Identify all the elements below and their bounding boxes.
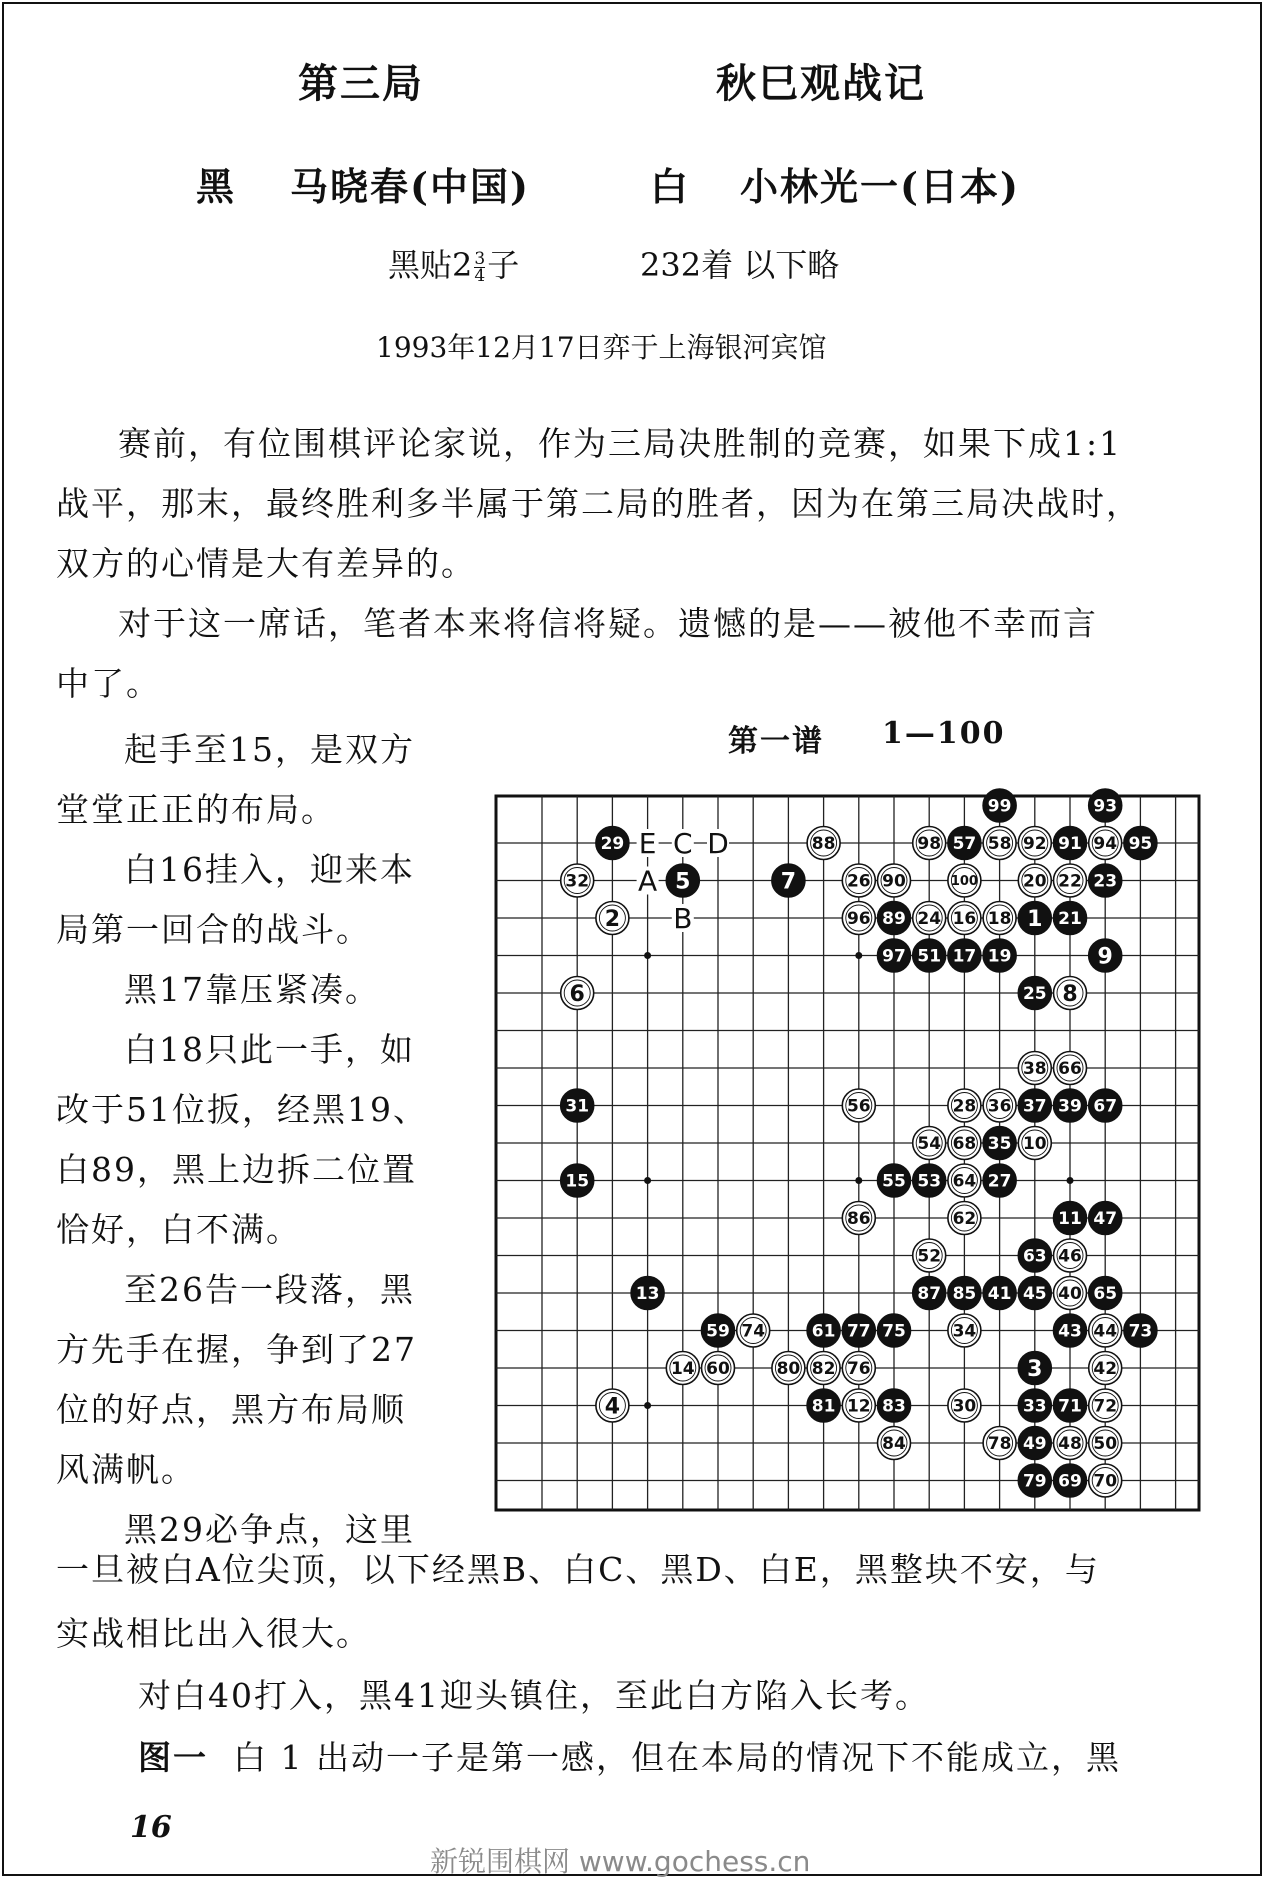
move-number: 56 [846, 1096, 871, 1117]
watermark: 新锐围棋网 www.gochess.cn [430, 1845, 811, 1878]
black-player: 马晓春(中国) [290, 164, 530, 209]
side-commentary-line: 至26告一段落，黑 [124, 1270, 415, 1309]
white-stone [913, 827, 946, 860]
white-stone [1054, 864, 1087, 897]
black-stone [878, 1314, 911, 1347]
black-stone [1054, 1089, 1087, 1122]
white-stone [1018, 864, 1051, 897]
move-number: 36 [987, 1096, 1012, 1117]
white-stone [1089, 1314, 1122, 1347]
page-number: 16 [130, 1810, 172, 1845]
black-stone [1089, 789, 1122, 822]
black-stone [702, 1314, 735, 1347]
move-number: 91 [1058, 834, 1082, 855]
move-number: 65 [1093, 1284, 1118, 1305]
figure-reference-label: 图一 [138, 1738, 208, 1777]
white-stone [1054, 1239, 1087, 1272]
black-stone [1089, 1277, 1122, 1310]
white-stone [807, 827, 840, 860]
move-number: 71 [1058, 1396, 1082, 1417]
move-number: 58 [987, 834, 1012, 855]
black-stone [1018, 977, 1051, 1010]
move-number: 7 [780, 869, 797, 895]
article-title: 秋巳观战记 [716, 60, 926, 107]
white-stone [842, 1352, 875, 1385]
move-number: 93 [1093, 796, 1118, 817]
figure-range: 1—100 [882, 716, 1006, 751]
move-number: 72 [1093, 1396, 1118, 1417]
move-number: 31 [565, 1096, 590, 1117]
black-stone [878, 1164, 911, 1197]
board-letter: D [707, 827, 729, 860]
white-stone [807, 1352, 840, 1385]
move-number: 50 [1093, 1434, 1118, 1455]
move-number: 84 [882, 1434, 906, 1455]
move-number: 79 [1022, 1471, 1047, 1492]
move-number: 49 [1022, 1434, 1047, 1455]
black-stone [842, 1314, 875, 1347]
black-stone [948, 827, 981, 860]
move-number: 9 [1097, 944, 1113, 970]
white-stone [842, 1089, 875, 1122]
move-number: 26 [846, 871, 871, 892]
figure-title: 第一谱 [728, 724, 824, 759]
board-letter: B [673, 902, 693, 935]
star-point [644, 952, 651, 959]
move-number: 99 [987, 796, 1012, 817]
side-commentary-line: 起手至15，是双方 [124, 730, 415, 769]
white-stone [1089, 1464, 1122, 1497]
move-number: 83 [882, 1396, 906, 1417]
white-stone [737, 1314, 770, 1347]
move-count: 232着 以下略 [640, 246, 840, 284]
move-number: 24 [917, 909, 942, 930]
side-commentary-line: 局第一回合的战斗。 [56, 910, 371, 949]
move-number: 89 [882, 909, 906, 930]
black-stone [1054, 1202, 1087, 1235]
white-stone [878, 1427, 911, 1460]
white-stone [913, 1239, 946, 1272]
white-stone [913, 902, 946, 935]
move-number: 38 [1022, 1059, 1047, 1080]
black-stone [1124, 827, 1157, 860]
move-number: 59 [706, 1321, 730, 1342]
board-letter: C [673, 827, 693, 860]
move-number: 64 [952, 1171, 977, 1192]
move-number: 12 [846, 1396, 871, 1417]
board-letter: A [638, 864, 658, 898]
move-number: 4 [604, 1394, 621, 1420]
move-number: 21 [1058, 909, 1082, 930]
move-number: 48 [1058, 1434, 1082, 1455]
move-number: 11 [1058, 1209, 1082, 1230]
black-stone [1018, 1352, 1051, 1385]
white-stone [842, 1389, 875, 1422]
move-number: 97 [882, 946, 906, 967]
star-point [644, 1402, 651, 1409]
black-stone [1054, 1314, 1087, 1347]
white-stone [1089, 1427, 1122, 1460]
paragraph-1-line-3: 双方的心情是大有差异的。 [56, 544, 476, 583]
black-stone [1018, 1464, 1051, 1497]
move-number: 29 [600, 834, 625, 855]
black-stone [948, 939, 981, 972]
move-number: 16 [952, 909, 977, 930]
white-stone [948, 1164, 981, 1197]
move-number: 28 [952, 1096, 977, 1117]
komi-fraction-denominator: 4 [474, 266, 486, 286]
white-stone [948, 1202, 981, 1235]
paragraph-4-line-1: 对白40打入，黑41迎头镇住，至此白方陷入长考。 [138, 1676, 930, 1715]
move-number: 60 [706, 1359, 730, 1380]
white-label: 白 [650, 164, 691, 209]
move-number: 81 [811, 1396, 836, 1417]
move-number: 35 [987, 1134, 1012, 1155]
side-commentary-line: 黑17靠压紧凑。 [124, 970, 380, 1009]
white-stone [1054, 977, 1087, 1010]
white-stone [948, 1089, 981, 1122]
white-stone [702, 1352, 735, 1385]
white-stone [948, 864, 981, 897]
move-number: 2 [604, 906, 621, 932]
komi-unit: 子 [487, 246, 520, 284]
move-number: 39 [1058, 1096, 1082, 1117]
move-number: 47 [1093, 1209, 1118, 1230]
move-number: 18 [987, 909, 1012, 930]
black-stone [772, 864, 805, 897]
side-commentary-line: 恰好，白不满。 [56, 1210, 301, 1249]
move-number: 22 [1058, 871, 1082, 892]
side-commentary-line: 方先手在握，争到了27 [56, 1330, 417, 1369]
move-number: 40 [1058, 1284, 1082, 1305]
black-stone [913, 1164, 946, 1197]
white-stone [596, 902, 629, 935]
move-number: 68 [952, 1134, 977, 1155]
move-number: 45 [1022, 1284, 1047, 1305]
move-number: 8 [1062, 981, 1078, 1007]
black-stone [1089, 864, 1122, 897]
move-number: 82 [811, 1359, 836, 1380]
paragraph-3-line-2: 实战相比出入很大。 [56, 1614, 371, 1653]
black-stone [631, 1277, 664, 1310]
white-stone [561, 864, 594, 897]
go-board-diagram [480, 770, 1240, 1530]
side-commentary-line: 白89，黑上边拆二位置 [56, 1150, 417, 1189]
move-number: 61 [811, 1321, 836, 1342]
paragraph-1-line-1: 赛前，有位围棋评论家说，作为三局决胜制的竞赛，如果下成1:1 [118, 424, 1123, 463]
move-number: 53 [917, 1171, 942, 1192]
move-number: 75 [882, 1321, 906, 1342]
move-number: 63 [1022, 1246, 1047, 1267]
move-number: 52 [917, 1246, 942, 1267]
black-stone [807, 1389, 840, 1422]
white-stone [842, 902, 875, 935]
move-number: 43 [1058, 1321, 1082, 1342]
move-number: 17 [952, 946, 977, 967]
move-number: 19 [987, 946, 1012, 967]
star-point [644, 1177, 651, 1184]
black-stone [948, 1277, 981, 1310]
black-stone [913, 939, 946, 972]
white-stone [1054, 1277, 1087, 1310]
move-number: 27 [987, 1171, 1012, 1192]
game-date: 1993年12月17日弈于上海银河宾馆 [376, 331, 827, 364]
white-stone [913, 1127, 946, 1160]
paragraph-2-line-2: 中了。 [56, 664, 161, 703]
move-number: 1 [1027, 906, 1043, 932]
move-number: 46 [1058, 1246, 1082, 1267]
star-point [1067, 1177, 1074, 1184]
move-number: 23 [1093, 871, 1118, 892]
white-stone [878, 864, 911, 897]
white-player: 小林光一(日本) [740, 164, 1020, 209]
black-stone [1018, 902, 1051, 935]
black-stone [1018, 1389, 1051, 1422]
move-number: 77 [846, 1321, 871, 1342]
white-stone [1089, 1389, 1122, 1422]
black-stone [1124, 1314, 1157, 1347]
black-stone [1054, 902, 1087, 935]
move-number: 41 [987, 1284, 1012, 1305]
black-stone [1089, 1089, 1122, 1122]
move-number: 62 [952, 1209, 977, 1230]
move-number: 67 [1093, 1096, 1118, 1117]
white-stone [772, 1352, 805, 1385]
move-number: 74 [741, 1321, 766, 1342]
move-number: 85 [952, 1284, 977, 1305]
move-number: 25 [1022, 984, 1047, 1005]
black-stone [878, 1389, 911, 1422]
paragraph-3-line-1: 一旦被白A位尖顶，以下经黑B、白C、黑D、白E，黑整块不安，与 [56, 1550, 1100, 1589]
black-stone [561, 1164, 594, 1197]
move-number: 15 [565, 1171, 590, 1192]
move-number: 70 [1093, 1471, 1118, 1492]
white-stone [561, 977, 594, 1010]
move-number: 73 [1128, 1321, 1153, 1342]
black-stone [666, 864, 699, 897]
move-number: 10 [1022, 1134, 1047, 1155]
paragraph-2-line-1: 对于这一席话，笔者本来将信将疑。遗憾的是——被他不幸而言 [118, 604, 1098, 643]
move-number: 69 [1058, 1471, 1082, 1492]
komi-fraction [474, 251, 485, 284]
move-number: 66 [1058, 1059, 1082, 1080]
move-number: 98 [917, 834, 942, 855]
move-number: 20 [1022, 871, 1047, 892]
black-stone [596, 827, 629, 860]
move-number: 94 [1093, 834, 1118, 855]
move-number: 54 [917, 1134, 942, 1155]
white-stone [1054, 1427, 1087, 1460]
move-number: 86 [846, 1209, 871, 1230]
komi-fraction-numerator: 3 [474, 249, 486, 269]
move-number: 90 [882, 871, 906, 892]
black-stone [807, 1314, 840, 1347]
side-commentary-line: 白16挂入，迎来本 [124, 850, 415, 889]
star-point [855, 1177, 862, 1184]
white-stone [983, 1089, 1016, 1122]
side-commentary-line: 白18只此一手，如 [124, 1030, 415, 1069]
black-stone [1054, 1389, 1087, 1422]
board-letter: E [638, 827, 657, 860]
white-stone [948, 1389, 981, 1422]
black-stone [1018, 1277, 1051, 1310]
side-commentary-line: 风满帆。 [56, 1450, 196, 1489]
black-stone [913, 1277, 946, 1310]
star-point [855, 952, 862, 959]
white-stone [983, 1427, 1016, 1460]
white-stone [983, 902, 1016, 935]
move-number: 14 [670, 1359, 695, 1380]
move-number: 76 [846, 1359, 871, 1380]
komi-text: 黑贴2 [388, 246, 473, 284]
white-stone [948, 902, 981, 935]
move-number: 13 [635, 1284, 660, 1305]
move-number: 32 [565, 871, 590, 892]
black-stone [1054, 1464, 1087, 1497]
white-stone [1089, 1352, 1122, 1385]
black-stone [983, 1277, 1016, 1310]
black-stone [561, 1089, 594, 1122]
move-number: 55 [882, 1171, 906, 1192]
move-number: 57 [952, 834, 977, 855]
black-stone [983, 939, 1016, 972]
side-commentary-line: 改于51位扳，经黑19、 [56, 1090, 428, 1129]
move-number: 5 [675, 869, 691, 895]
black-stone [983, 1164, 1016, 1197]
white-stone [1089, 827, 1122, 860]
move-number: 80 [776, 1359, 801, 1380]
white-stone [1018, 1127, 1051, 1160]
move-number: 3 [1027, 1356, 1043, 1382]
black-stone [1018, 1239, 1051, 1272]
black-stone [878, 939, 911, 972]
move-number: 96 [846, 909, 871, 930]
move-number: 30 [952, 1396, 977, 1417]
move-number: 88 [811, 834, 836, 855]
move-number: 44 [1093, 1321, 1118, 1342]
komi-info [388, 240, 519, 286]
move-number: 34 [952, 1321, 977, 1342]
move-number: 33 [1022, 1396, 1047, 1417]
black-stone [1018, 1427, 1051, 1460]
move-number: 95 [1128, 834, 1153, 855]
black-stone [878, 902, 911, 935]
white-stone [666, 1352, 699, 1385]
white-stone [983, 827, 1016, 860]
white-stone [596, 1389, 629, 1422]
white-stone [1018, 827, 1051, 860]
move-number: 78 [987, 1434, 1012, 1455]
white-stone [1054, 1052, 1087, 1085]
move-number: 37 [1022, 1096, 1047, 1117]
move-number: 92 [1022, 834, 1047, 855]
move-number: 42 [1093, 1359, 1118, 1380]
side-commentary-line: 黑29必争点，这里 [124, 1510, 415, 1549]
game-number: 第三局 [298, 60, 424, 107]
black-stone [983, 789, 1016, 822]
white-stone [948, 1127, 981, 1160]
white-stone [842, 864, 875, 897]
black-stone [1018, 1089, 1051, 1122]
move-number: 87 [917, 1284, 942, 1305]
white-stone [948, 1314, 981, 1347]
white-stone [842, 1202, 875, 1235]
paragraph-1-line-2: 战平，那末，最终胜利多半属于第二局的胜者，因为在第三局决战时， [56, 484, 1141, 523]
move-number: 51 [917, 946, 942, 967]
black-stone [1089, 939, 1122, 972]
move-number: 6 [569, 981, 585, 1007]
black-stone [983, 1127, 1016, 1160]
paragraph-5-text: 白 1 出动一子是第一感，但在本局的情况下不能成立，黑 [232, 1738, 1121, 1777]
move-number: 100 [950, 874, 978, 890]
side-commentary-line: 堂堂正正的布局。 [56, 790, 336, 829]
black-stone [1054, 827, 1087, 860]
black-label: 黑 [196, 164, 237, 209]
paragraph-5-line-1 [138, 1728, 1121, 1788]
black-stone [1089, 1202, 1122, 1235]
side-commentary-line: 位的好点，黑方布局顺 [56, 1390, 406, 1429]
white-stone [1018, 1052, 1051, 1085]
